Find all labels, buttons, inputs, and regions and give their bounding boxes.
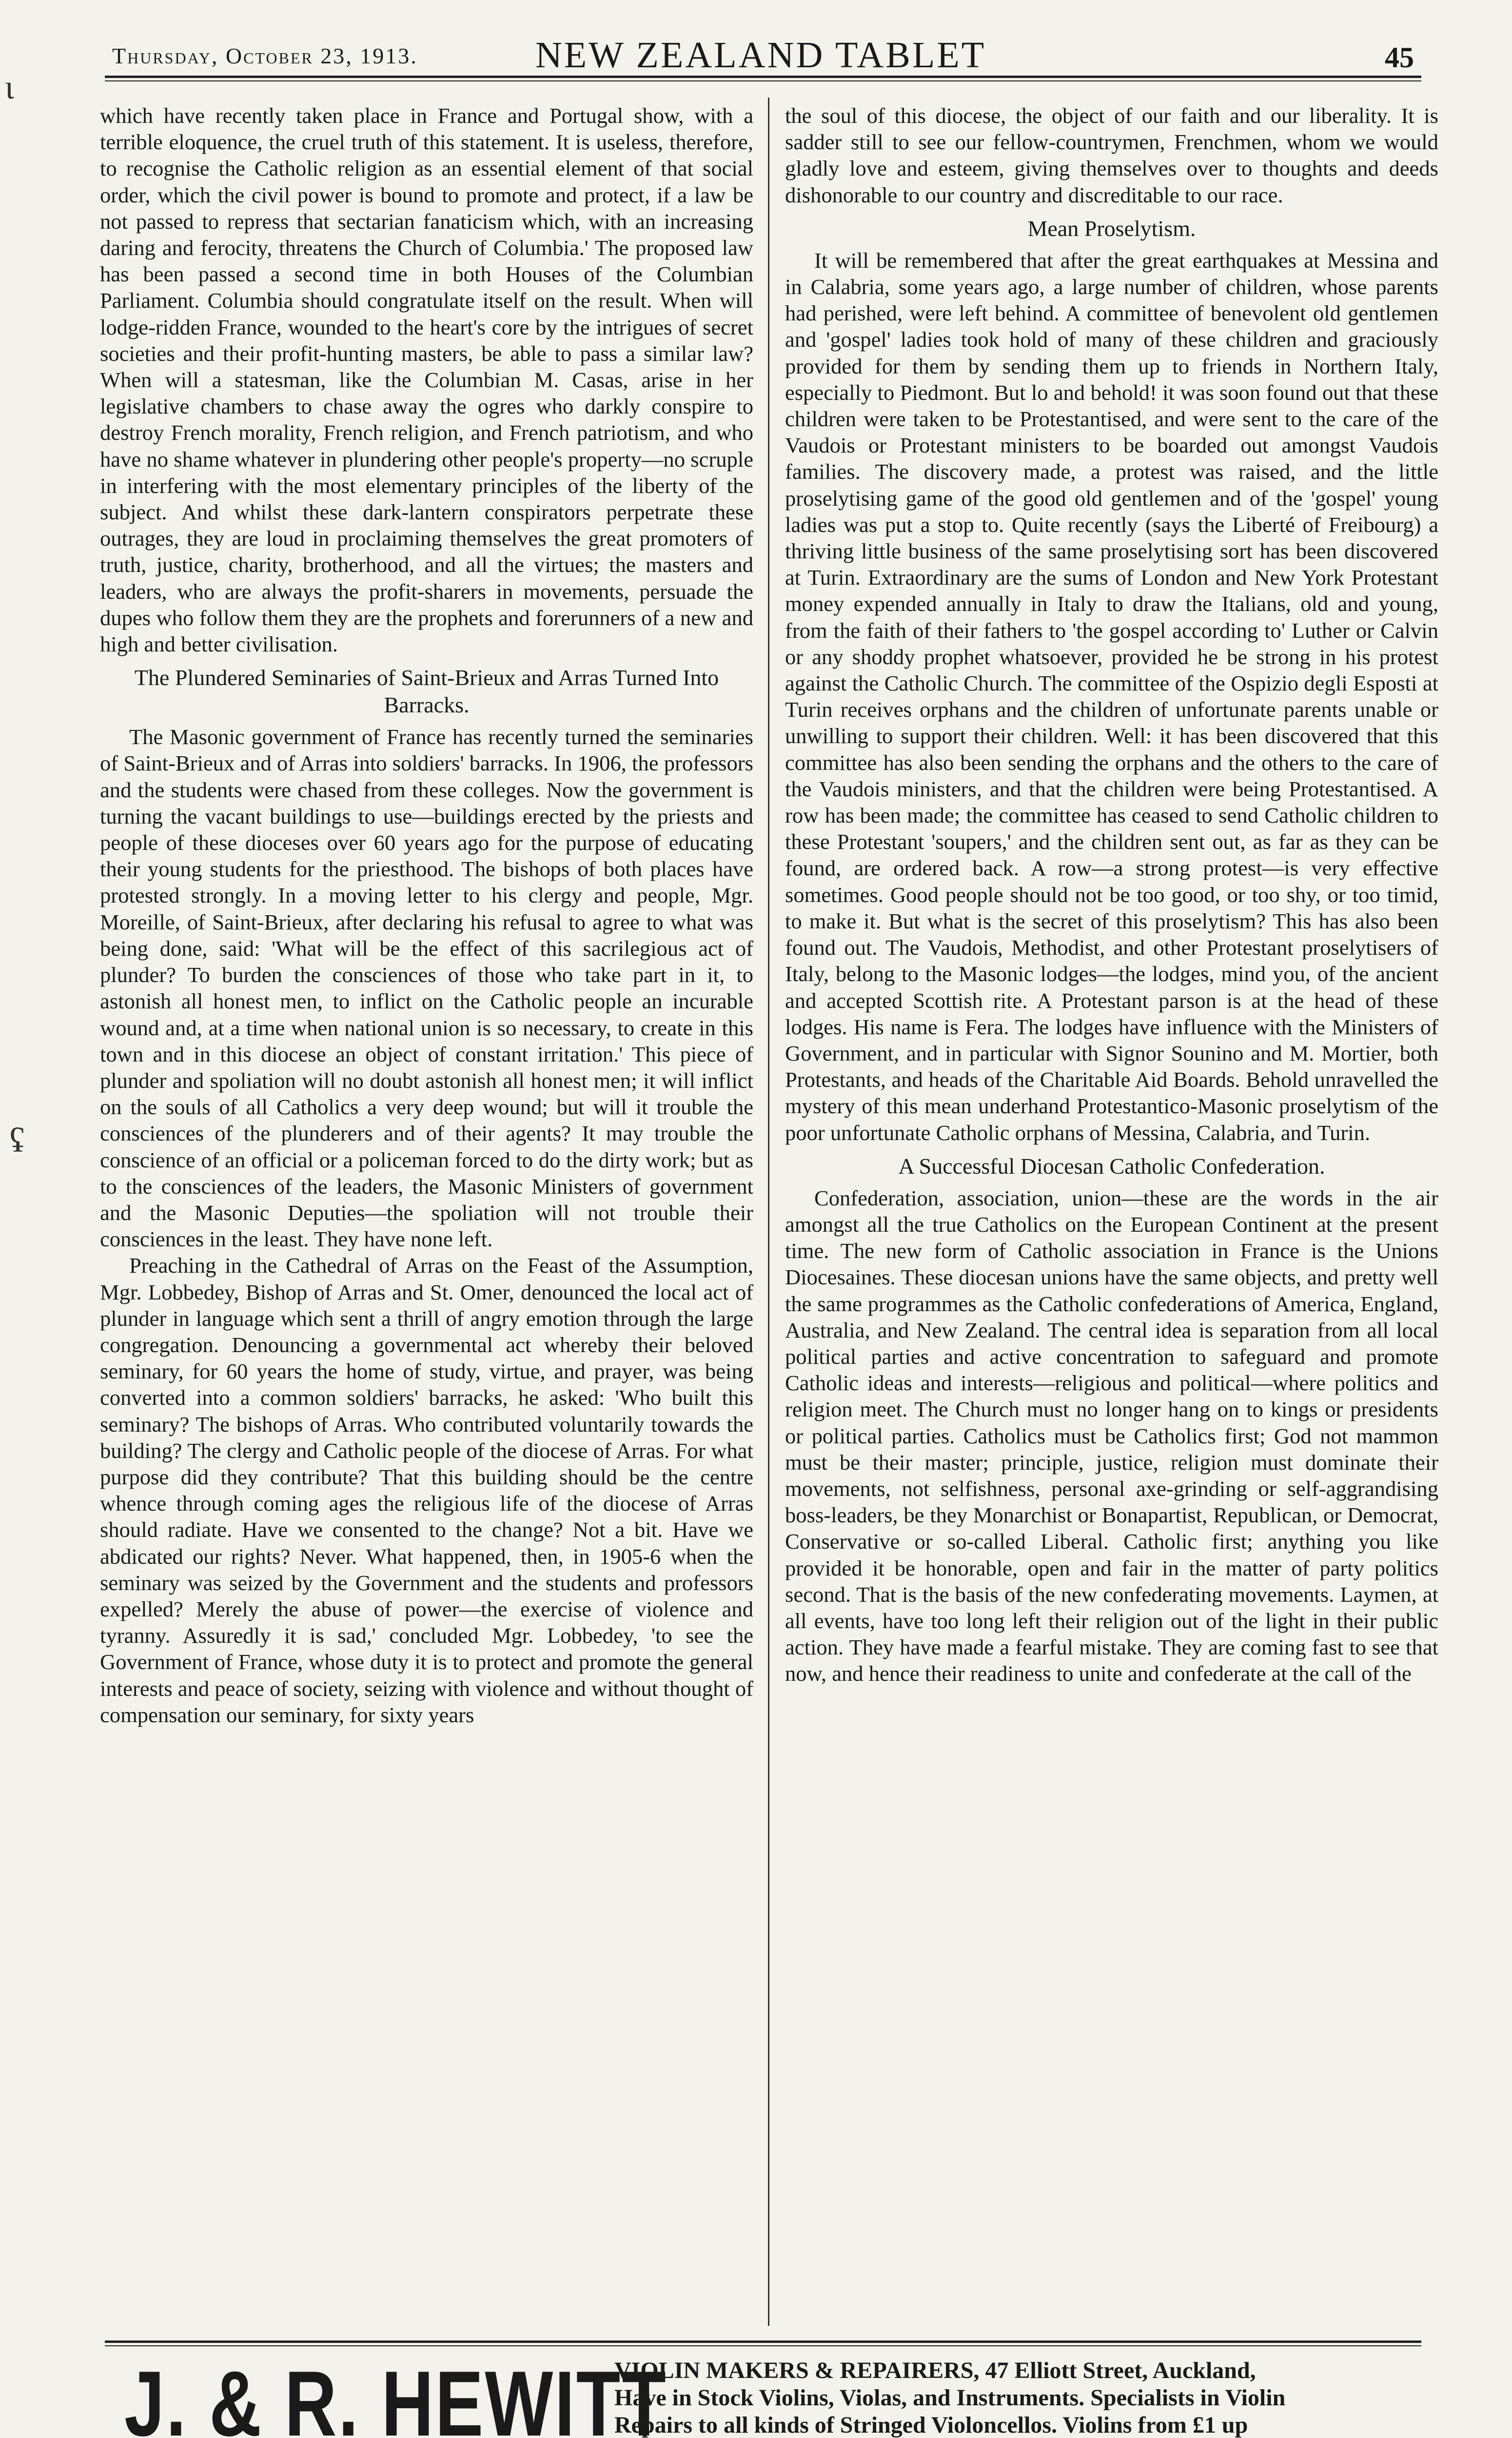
ad-line: Have in Stock Violins, Violas, and Instruments. Specialists in Violin xyxy=(614,2385,1286,2411)
article-paragraph: which have recently taken place in France and Portugal show, with a terrible eloquence, the cruel truth of this statement. It is useless, therefore, to recognise the Catholic religion as an essential element of that social order, which the civil power is bound to promote and protect, if a law be not passed to repress that sectarian fanaticism which, with an increasing daring and ferocity, threatens the Church of Columbia.' The proposed law has been passed a second time in both Houses of the Columbian Parliament. Columbia should congratulate itself on the result. When will lodge-ridden France, wounded to the heart's core by the intrigues of secret societies and their profit-hunting masters, be able to pass a similar law? When will a statesman, like the Columbian M. Casas, arise in her legislative chambers to chase away the ogres who darkly conspire to destroy French morality, French religion, and French patriotism, and who have no shame whatever in plundering other people's property—no scruple in interfering with the most elementary principles of the liberty of the subject. And whilst these dark-lantern conspirators perpetrate these outrages, they are loud in proclaiming themselves the great promoters of truth, justice, charity, brotherhood, and all the virtues; the masters and leaders, who are always the profit-sharers in movements, persuade the dupes who follow them they are the prophets and forerunners of a new and high and better civilisation. xyxy=(100,103,753,657)
advertiser-name: J. & R. HEWITT xyxy=(124,2352,668,2438)
advertisement xyxy=(105,2352,1421,2438)
header-rule-thin xyxy=(105,80,1421,81)
ad-line: VIOLIN MAKERS & REPAIRERS, 47 Elliott Street, Auckland, xyxy=(614,2358,1256,2383)
section-heading: The Plundered Seminaries of Saint-Brieux and Arras Turned Into Barracks. xyxy=(134,665,719,718)
header-rule xyxy=(105,76,1421,78)
article-paragraph: Confederation, association, union—these are the words in the air amongst all the true Catholics on the European Continent at the present time. The new form of Catholic association in France is the Unions Diocesaines. These diocesan unions have the same objects, and pretty well the same programmes as the Catholic confederations of America, England, Australia, and New Zealand. The central idea is separation from all local political parties and active concentration to safeguard and promote Catholic ideas and interests—religious and political—where politics and religion meet. The Church must no longer hang on to kings or presidents or political parties. Catholics must be Catholics first; God not mammon must be their master; principle, justice, religion must dominate their movements, not selfishness, personal axe-grinding or self-aggrandising boss-leaders, be they Monarchist or Bonapartist, Republican, or Democrat, Conservative or so-called Liberal. Catholic first; anything you like provided it be honorable, open and fair in the matter of party politics second. That is the basis of the new confederating movements. Laymen, at all events, have too long left their religion out of the light in their public action. They have made a fearful mistake. They are coming fast to see that now, and hence their readiness to unite and confederate at the call of the xyxy=(785,1185,1438,1686)
issue-date: Thursday, October 23, 1913. xyxy=(112,43,418,68)
article-paragraph: It will be remembered that after the great earthquakes at Messina and in Calabria, some years ago, a large number of children, whose parents had perished, were left behind. A committee of benevolent old gentlemen and 'gospel' ladies took hold of many of these children and graciously provided for them by sending them up to friends in Northern Italy, especially to Piedmont. But lo and behold! it was soon found out that these children were taken to be Protestantised, and were sent to the care of the Vaudois or Protestant ministers to be boarded out amongst Vaudois families. The discovery made, a protest was raised, and the little proselytising game of the good old gentlemen and of the 'gospel' young ladies was put a stop to. Quite recently (says the Liberté of Freibourg) a thriving little business of the same proselytising sort has been discovered at Turin. Extraordinary are the sums of London and New York Protestant money expended annually in Italy to draw the Italians, old and young, from the faith of their fathers to 'the gospel according to' Luther or Calvin or any shoddy prophet whatsoever, provided he be strong in his protest against the Catholic Church. The committee of the Ospizio degli Esposti at Turin receives orphans and the children of unfortunate parents unable or unwilling to support their children. Well: it has been discovered that this committee has also been sending the orphans and the others to the care of the Vaudois ministers, and that the children were being Protestantised. A row has been made; the committee has ceased to send Catholic children to these Protestant 'soupers,' and the children sent out, as far as they can be found, are ordered back. A row—a strong protest—is very effective sometimes. Good people should not be too good, or too shy, or too timid, to make it. But what is the secret of this proselytism? This has also been found out. The Vaudois, Methodist, and other Protestant proselytisers of Italy, belong to the Masonic lodges—the lodges, mind you, of the ancient and accepted Scottish rite. A Protestant parson is at the head of these lodges. His name is Fera. The lodges have influence with the Ministers of Government, and in particular with Signor Sounino and M. Mortier, both Protestants, and heads of the Charitable Aid Boards. Behold unravelled the mystery of this mean underhand Protestantico-Masonic proselytism of the poor unfortunate Catholic orphans of Messina, Calabria, and Turin. xyxy=(785,248,1438,1145)
right-column xyxy=(785,102,1438,2321)
footer-rule xyxy=(105,2340,1421,2343)
section-heading: A Successful Diocesan Catholic Confederation. xyxy=(898,1153,1325,1179)
article-paragraph: Preaching in the Cathedral of Arras on the Feast of the Assumption, Mgr. Lobbedey, Bishop of Arras and St. Omer, denounced the local act of plunder in language which sent a thrill of angry emotion through the large congregation. Denouncing a governmental act whereby their beloved seminary, for 60 years the home of study, virtue, and prayer, was being converted into a common soldiers' barracks, he asked: 'Who built this seminary? The bishops of Arras. Who contributed voluntarily towards the building? The clergy and Catholic people of the diocese of Arras. For what purpose did they contribute? That this building should be the centre whence through coming ages the religious life of the diocese of Arras should radiate. Have we consented to the change? Not a bit. Have we abdicated our rights? Never. What happened, then, in 1905-6 when the seminary was seized by the Government and the students and professors expelled? Merely the abuse of power—the exercise of violence and tyranny. Assuredly it is sad,' concluded Mgr. Lobbedey, 'to see the Government of France, whose duty it is to protect and promote the general interests and peace of society, seizing with violence and without thought of compensation our seminary, for sixty years xyxy=(100,1253,753,1727)
ad-line: Repairs to all kinds of Stringed Violoncellos. Violins from £1 up xyxy=(614,2412,1248,2438)
margin-mark: ʢ xyxy=(10,1122,25,1160)
article-paragraph: the soul of this diocese, the object of our faith and our liberality. It is sadder still to see our fellow-countrymen, Frenchmen, whom we would gladly love and esteem, giving themselves over to thoughts and deeds dishonorable to our country and discreditable to our race. xyxy=(785,103,1438,207)
margin-mark: ɩ xyxy=(5,69,14,106)
page-number: 45 xyxy=(1385,41,1414,74)
advertisement-text xyxy=(614,2357,1424,2438)
left-column xyxy=(100,102,753,2321)
section-heading: Mean Proselytism. xyxy=(1027,216,1196,241)
article-paragraph: The Masonic government of France has recently turned the seminaries of Saint-Brieux and of Arras into soldiers' barracks. In 1906, the professors and the students were chased from these colleges. Now the government is turning the vacant buildings to use—buildings erected by the priests and people of these dioceses over 60 years ago for the purpose of educating their young students for the priesthood. The bishops of both places have protested strongly. In a moving letter to his clergy and people, Mgr. Moreille, of Saint-Brieux, after declaring his refusal to agree to what was being done, said: 'What will be the effect of this sacrilegious act of plunder? To burden the consciences of those who take part in it, to astonish all honest men, to inflict on the Catholic people an incurable wound and, at a time when national union is so necessary, to create in this town and in this diocese an object of constant irritation.' This piece of plunder and spoliation will no doubt astonish all honest men; it will inflict on the souls of all Catholics a very deep wound; but will it trouble the consciences of the plunderers and of their agents? It may trouble the conscience of an official or a policeman forced to do the dirty work; but as to the consciences of the leaders, the Masonic Ministers of government and the Masonic Deputies—the spoliation will not trouble their consciences in the least. They have none left. xyxy=(100,725,753,1252)
column-divider xyxy=(768,98,769,2326)
newspaper-title: NEW ZEALAND TABLET xyxy=(535,35,986,76)
footer-rule-thin xyxy=(105,2345,1421,2346)
